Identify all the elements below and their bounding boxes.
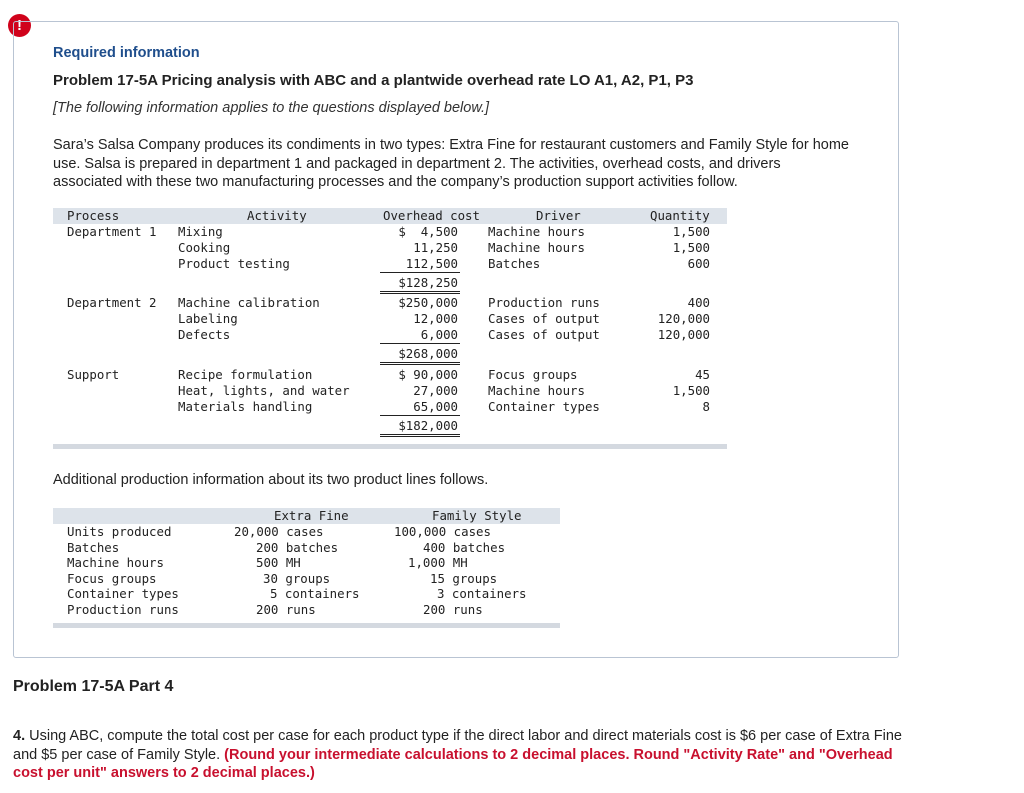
driver-name: Machine hours	[488, 383, 585, 398]
overhead-cost: 27,000	[413, 383, 458, 398]
header-process: Process	[67, 208, 120, 223]
activity-table-footer	[53, 444, 727, 449]
activity-name: Heat, lights, and water	[178, 383, 350, 398]
activity-name: Product testing	[178, 256, 290, 271]
driver-name: Cases of output	[488, 311, 600, 326]
driver-quantity: 600	[687, 256, 710, 271]
process-label: Support	[67, 367, 120, 382]
product-row-label: Focus groups	[67, 571, 157, 586]
header-driver: Driver	[536, 208, 581, 223]
family-style-value: 3 containers	[437, 586, 527, 601]
driver-quantity: 120,000	[657, 327, 710, 342]
extra-fine-value: 30 groups	[263, 571, 331, 586]
additional-info-text: Additional production information about its two product lines follows.	[53, 472, 489, 488]
part-title: Problem 17-5A Part 4	[13, 678, 174, 695]
overhead-cost: $250,000	[398, 295, 458, 310]
total-double-rule	[380, 362, 460, 365]
header-overhead-cost: Overhead cost	[383, 208, 480, 223]
family-style-value: 400 batches	[423, 540, 506, 555]
product-table-footer	[53, 623, 560, 628]
process-label: Department 2	[67, 295, 157, 310]
driver-name: Batches	[488, 256, 541, 271]
extra-fine-value: 5 containers	[270, 586, 360, 601]
family-style-value: 15 groups	[430, 571, 498, 586]
driver-quantity: 1,500	[672, 383, 710, 398]
overhead-cost: 11,250	[413, 240, 458, 255]
driver-name: Production runs	[488, 295, 600, 310]
driver-quantity: 1,500	[672, 224, 710, 239]
activity-name: Mixing	[178, 224, 223, 239]
driver-name: Machine hours	[488, 240, 585, 255]
header-quantity: Quantity	[650, 208, 710, 223]
subtotal-rule	[380, 415, 460, 416]
activity-name: Machine calibration	[178, 295, 320, 310]
driver-quantity: 45	[695, 367, 710, 382]
driver-quantity: 8	[702, 399, 710, 414]
alert-icon: !	[8, 14, 31, 37]
required-information-heading: Required information	[53, 45, 200, 61]
process-label: Department 1	[67, 224, 157, 239]
applies-note: [The following information applies to the questions displayed below.]	[53, 100, 490, 116]
total-double-rule	[380, 434, 460, 437]
product-row-label: Container types	[67, 586, 179, 601]
group-total: $182,000	[398, 418, 458, 433]
subtotal-rule	[380, 272, 460, 273]
family-style-value: 200 runs	[423, 602, 483, 617]
extra-fine-value: 20,000 cases	[234, 524, 324, 539]
driver-quantity: 1,500	[672, 240, 710, 255]
family-style-value: 1,000 MH	[408, 555, 468, 570]
activity-name: Labeling	[178, 311, 238, 326]
overhead-cost: $ 90,000	[398, 367, 458, 382]
driver-name: Focus groups	[488, 367, 578, 382]
driver-quantity: 120,000	[657, 311, 710, 326]
header-family-style: Family Style	[432, 508, 522, 523]
product-row-label: Machine hours	[67, 555, 164, 570]
overhead-cost: $ 4,500	[398, 224, 458, 239]
total-double-rule	[380, 291, 460, 294]
driver-name: Machine hours	[488, 224, 585, 239]
rounding-instruction: (Round your intermediate calculations to 2 decimal places. Round "Activity Rate" and "Overhead cost per unit" answers to 2 decimal places.)	[13, 746, 893, 781]
activity-name: Materials handling	[178, 399, 313, 414]
question-text	[13, 727, 913, 783]
product-row-label: Production runs	[67, 602, 179, 617]
product-row-label: Batches	[67, 540, 120, 555]
intro-paragraph: Sara’s Salsa Company produces its condiments in two types: Extra Fine for restaurant customers and Family Style for home use. Salsa is prepared in department 1 and packaged in department 2. The activities, overhead costs, and drivers associated with these two manufacturing processes and the company’s production support activities follow.	[53, 137, 849, 190]
header-extra-fine: Extra Fine	[274, 508, 349, 523]
subtotal-rule	[380, 343, 460, 344]
extra-fine-value: 200 runs	[256, 602, 316, 617]
family-style-value: 100,000 cases	[394, 524, 491, 539]
activity-name: Defects	[178, 327, 231, 342]
overhead-cost: 6,000	[420, 327, 458, 342]
product-row-label: Units produced	[67, 524, 172, 539]
overhead-cost: 112,500	[405, 256, 458, 271]
driver-name: Cases of output	[488, 327, 600, 342]
problem-title: Problem 17-5A Pricing analysis with ABC and a plantwide overhead rate LO A1, A2, P1, P3	[53, 72, 694, 89]
question-number: 4.	[13, 728, 26, 744]
group-total: $268,000	[398, 346, 458, 361]
group-total: $128,250	[398, 275, 458, 290]
extra-fine-value: 500 MH	[256, 555, 301, 570]
activity-name: Cooking	[178, 240, 231, 255]
header-activity: Activity	[247, 208, 307, 223]
overhead-cost: 65,000	[413, 399, 458, 414]
question-sentence: Using ABC, compute the total cost per case for each product type if the direct labor and direct materials cost is $6 per case of Extra Fine and $5 per case of Family Style.	[13, 728, 902, 763]
overhead-cost: 12,000	[413, 311, 458, 326]
driver-name: Container types	[488, 399, 600, 414]
driver-quantity: 400	[687, 295, 710, 310]
activity-name: Recipe formulation	[178, 367, 313, 382]
extra-fine-value: 200 batches	[256, 540, 339, 555]
